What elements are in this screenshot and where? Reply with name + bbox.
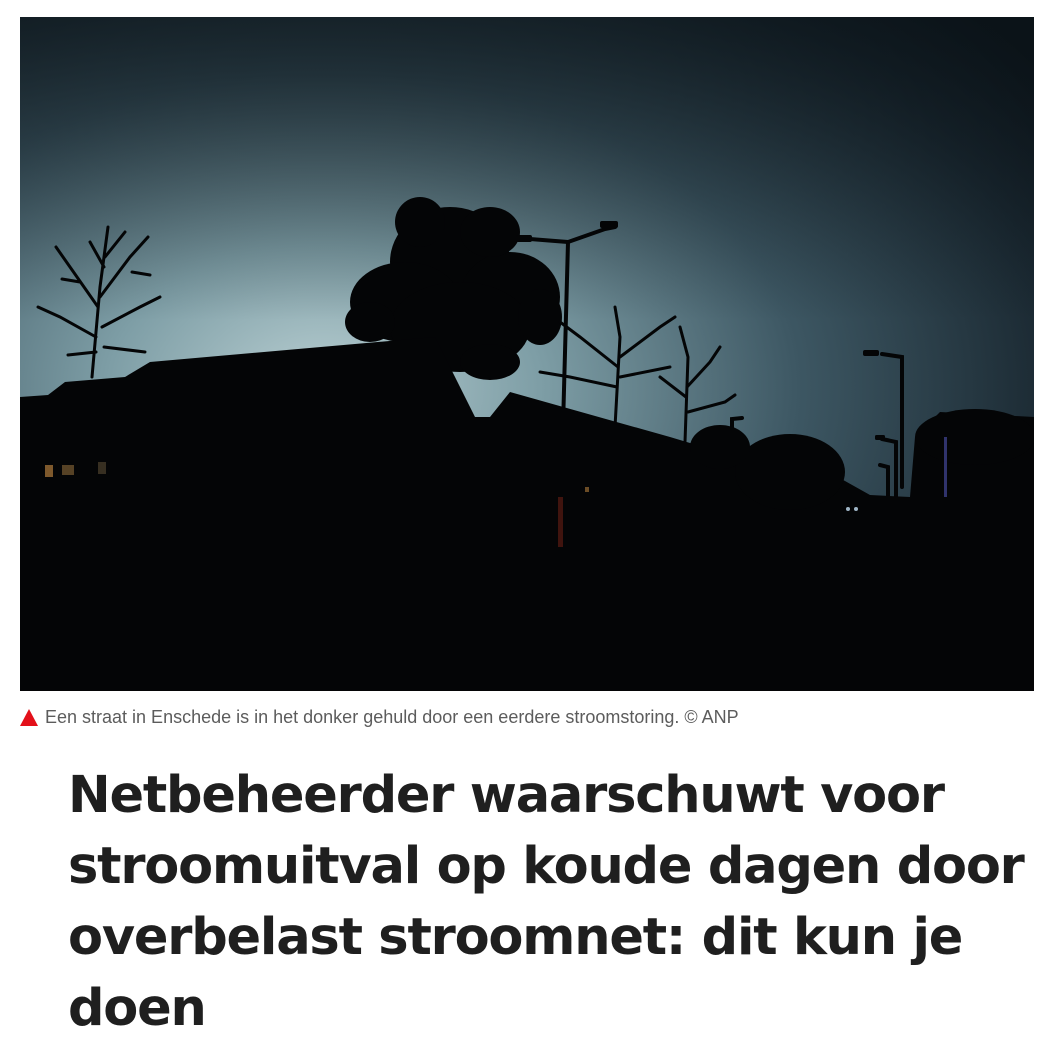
caption-triangle-icon	[20, 709, 38, 726]
photo-caption-text: Een straat in Enschede is in het donker gehuld door een eerdere stroomstoring. © ANP	[45, 706, 739, 727]
night-street-silhouette	[20, 17, 1034, 691]
photo-caption	[20, 704, 1030, 730]
article-headline: Netbeheerder waarschuwt voor stroomuitval op koude dagen door overbelast stroomnet: dit kun je doen	[68, 766, 1024, 1038]
article-hero-photo	[20, 17, 1034, 691]
